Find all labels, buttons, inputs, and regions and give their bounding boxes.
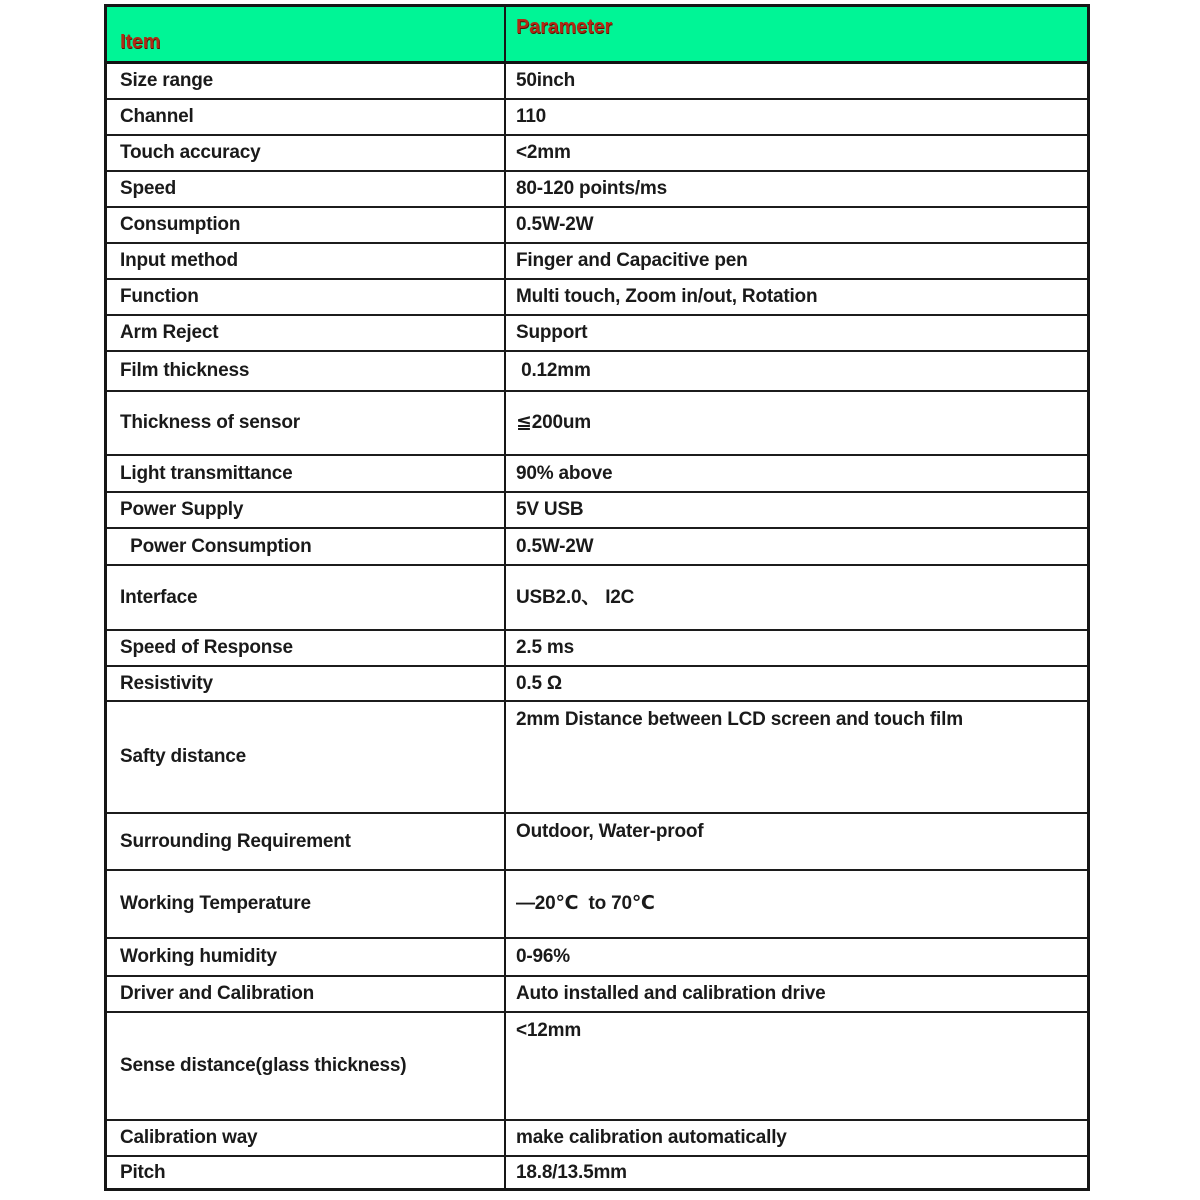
table-row — [107, 1013, 1087, 1121]
item-cell: Touch accuracy — [107, 136, 506, 170]
item-cell: Calibration way — [107, 1121, 506, 1155]
item-cell: Sense distance(glass thickness) — [107, 1013, 506, 1119]
item-cell: Film thickness — [107, 352, 506, 390]
param-cell: Outdoor, Water-proof — [516, 821, 704, 842]
param-cell: 0.5W-2W — [516, 535, 594, 557]
header-parameter: Parameter — [516, 16, 613, 38]
param-cell: USB2.0、 I2C — [516, 586, 635, 608]
table-row — [107, 529, 1087, 566]
item-cell: Light transmittance — [107, 456, 506, 491]
table-row — [107, 64, 1087, 100]
param-cell: <12mm — [516, 1020, 582, 1041]
table-row — [107, 100, 1087, 136]
table-row — [107, 456, 1087, 493]
table-row — [107, 208, 1087, 244]
item-cell: Function — [107, 280, 506, 314]
param-cell: Support — [516, 322, 588, 344]
param-cell: 0.5W-2W — [516, 214, 594, 236]
table-row — [107, 493, 1087, 529]
table-row — [107, 244, 1087, 280]
table-row — [107, 667, 1087, 702]
param-cell: 18.8/13.5mm — [516, 1161, 627, 1183]
param-cell: 2mm Distance between LCD screen and touch film — [516, 709, 963, 730]
table-row — [107, 136, 1087, 172]
item-cell: Speed of Response — [107, 631, 506, 665]
item-cell: Interface — [107, 566, 506, 629]
param-cell: 80-120 points/ms — [516, 178, 667, 200]
param-cell: —20℃ to 70℃ — [516, 893, 655, 915]
specification-table — [104, 4, 1090, 1191]
param-cell: 110 — [516, 106, 547, 128]
param-cell: ≦200um — [516, 412, 591, 434]
item-cell: Input method — [107, 244, 506, 278]
table-row — [107, 316, 1087, 352]
item-cell: Speed — [107, 172, 506, 206]
table-row — [107, 814, 1087, 871]
param-cell: 2.5 ms — [516, 637, 574, 659]
table-row — [107, 280, 1087, 316]
item-cell: Channel — [107, 100, 506, 134]
item-cell: Working humidity — [107, 939, 506, 975]
item-cell: Driver and Calibration — [107, 977, 506, 1011]
param-cell: Finger and Capacitive pen — [516, 250, 748, 272]
item-cell: Surrounding Requirement — [107, 814, 506, 869]
item-cell: Consumption — [107, 208, 506, 242]
item-cell: Safty distance — [107, 702, 506, 812]
table-row — [107, 1121, 1087, 1157]
item-cell: Working Temperature — [107, 871, 506, 937]
table-row — [107, 392, 1087, 456]
item-cell: Pitch — [107, 1157, 506, 1188]
param-cell: 50inch — [516, 70, 575, 92]
table-row — [107, 702, 1087, 814]
item-cell: Size range — [107, 64, 506, 98]
table-header-row — [107, 7, 1087, 64]
item-cell: Thickness of sensor — [107, 392, 506, 454]
table-row — [107, 352, 1087, 392]
param-cell: Multi touch, Zoom in/out, Rotation — [516, 286, 818, 308]
table-row — [107, 871, 1087, 939]
item-cell: Arm Reject — [107, 316, 506, 350]
table-row — [107, 939, 1087, 977]
param-cell: 90% above — [516, 462, 613, 484]
item-cell: Power Supply — [107, 493, 506, 527]
param-cell: make calibration automatically — [516, 1127, 787, 1149]
table-row — [107, 172, 1087, 208]
param-cell: 0.5 Ω — [516, 672, 562, 694]
table-row — [107, 566, 1087, 631]
item-cell: Power Consumption — [107, 529, 506, 564]
param-cell: 0-96% — [516, 946, 570, 968]
table-row — [107, 1157, 1087, 1188]
table-row — [107, 977, 1087, 1013]
header-item: Item — [107, 7, 506, 61]
param-cell: 0.12mm — [516, 360, 591, 382]
item-cell: Resistivity — [107, 667, 506, 700]
table-row — [107, 631, 1087, 667]
param-cell: Auto installed and calibration drive — [516, 983, 826, 1005]
param-cell: <2mm — [516, 142, 571, 164]
param-cell: 5V USB — [516, 499, 584, 521]
